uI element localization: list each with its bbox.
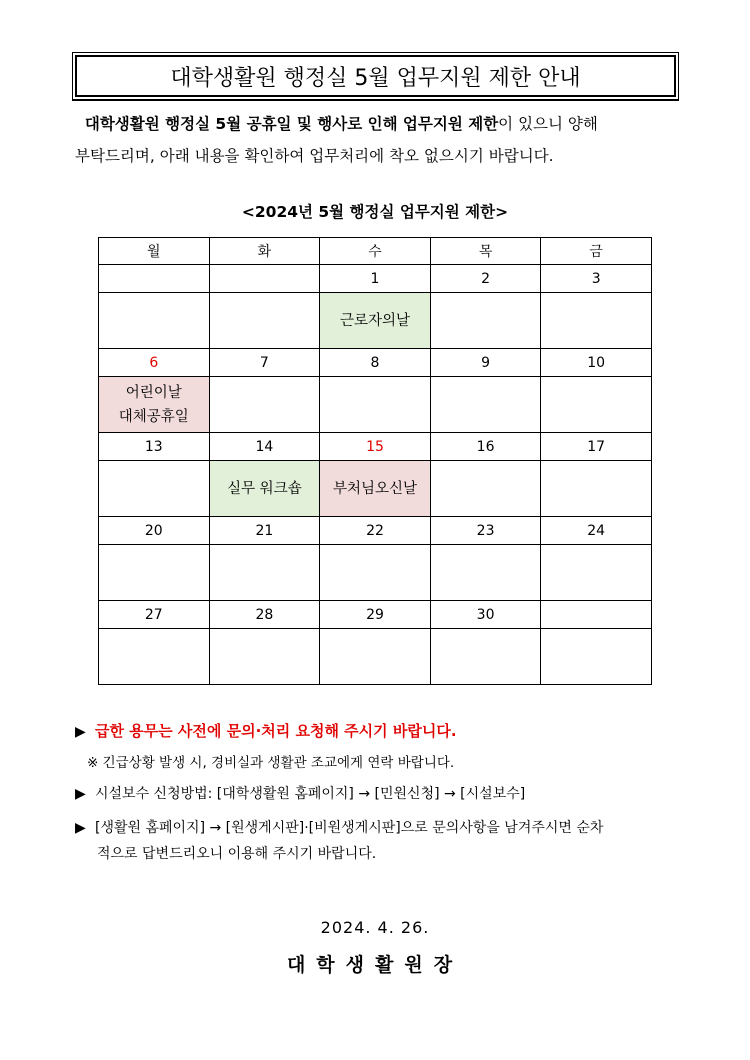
homepage-note [75,817,603,837]
empty-event-cell [541,377,652,433]
weekday-wed: 수 [320,238,431,265]
date-cell-fri: 17 [541,433,652,461]
empty-event-cell [430,461,541,517]
empty-event-cell [320,377,431,433]
empty-event-cell [430,545,541,601]
event-label: 대체공휴일 [118,408,189,425]
empty-event-cell [99,461,210,517]
date-cell-fri: 10 [541,349,652,377]
date-cell-mon [99,265,210,293]
empty-event-cell [541,545,652,601]
weekday-mon: 월 [99,238,210,265]
empty-event-cell [430,293,541,349]
empty-event-cell [99,293,210,349]
event-cell [209,461,320,517]
date-row [99,601,652,629]
intro-line-2: 부탁드리며, 아래 내용을 확인하여 업무처리에 착오 없으시기 바랍니다. [75,147,554,165]
event-row [99,545,652,601]
weekday-thu: 목 [430,238,541,265]
empty-event-cell [209,293,320,349]
event-cell [320,461,431,517]
event-label: 어린이날 [125,384,182,401]
event-row [99,461,652,517]
date-cell-fri: 3 [541,265,652,293]
date-cell-tue [209,265,320,293]
bullet-arrow-icon: ▶ [75,724,86,740]
date-row [99,349,652,377]
facility-text: 시설보수 신청방법: [대학생활원 홈페이지] → [민원신청] → [시설보수] [95,786,526,802]
date-cell-mon: 13 [99,433,210,461]
event-row [99,629,652,685]
date-cell-tue: 28 [209,601,320,629]
event-cell [99,377,210,433]
notice-date: 2024. 4. 26. [320,918,430,937]
event-label: 근로자의날 [339,312,410,329]
signature: 대학생활원장 [286,954,464,976]
empty-event-cell [541,629,652,685]
date-cell-thu: 9 [430,349,541,377]
empty-event-cell [430,629,541,685]
intro-paragraph [75,108,685,172]
date-cell-tue: 14 [209,433,320,461]
date-cell-wed: 8 [320,349,431,377]
date-cell-fri [541,601,652,629]
weekday-header-row [99,238,652,265]
empty-event-cell [541,461,652,517]
empty-event-cell [99,629,210,685]
date-cell-mon: 6 [99,349,210,377]
urgent-note [75,720,457,741]
date-cell-tue: 7 [209,349,320,377]
date-cell-wed: 15 [320,433,431,461]
empty-event-cell [99,545,210,601]
date-cell-wed: 22 [320,517,431,545]
event-row [99,293,652,349]
intro-bold: 대학생활원 행정실 5월 공휴일 및 행사로 인해 업무지원 제한 [84,115,499,133]
weekday-tue: 화 [209,238,320,265]
date-cell-thu: 2 [430,265,541,293]
date-row [99,433,652,461]
date-cell-mon: 27 [99,601,210,629]
calendar-title: <2024년 5월 행정실 업무지원 제한> [241,203,509,221]
empty-event-cell [320,545,431,601]
empty-event-cell [430,377,541,433]
empty-event-cell [209,377,320,433]
date-cell-wed: 1 [320,265,431,293]
empty-event-cell [209,545,320,601]
intro-rest: 이 있으니 양해 [498,115,598,133]
date-cell-tue: 21 [209,517,320,545]
bullet-arrow-icon: ▶ [75,786,86,802]
date-cell-wed: 29 [320,601,431,629]
date-cell-thu: 16 [430,433,541,461]
date-cell-thu: 23 [430,517,541,545]
homepage-text-2: 적으로 답변드리오니 이용해 주시기 바랍니다. [97,846,377,862]
intro-line-1 [75,108,685,140]
urgent-text: 급한 용무는 사전에 문의·처리 요청해 주시기 바랍니다. [95,722,457,740]
event-label: 실무 워크숍 [227,480,302,497]
homepage-text-1: [생활원 홈페이지] → [원생게시판]·[비원생게시판]으로 문의사항을 남겨주시면 순차 [95,820,604,836]
empty-event-cell [320,629,431,685]
event-label: 부처님오신날 [332,480,417,497]
facility-note [75,783,525,803]
notice-title: 대학생활원 행정실 5월 업무지원 제한 안내 [170,65,581,91]
empty-event-cell [209,629,320,685]
calendar-table [98,237,652,685]
notice-title-box [75,55,676,97]
empty-event-cell [541,293,652,349]
emergency-note: ※ 긴급상황 발생 시, 경비실과 생활관 조교에게 연락 바랍니다. [87,755,455,771]
date-row [99,265,652,293]
event-row [99,377,652,433]
date-cell-fri: 24 [541,517,652,545]
date-cell-mon: 20 [99,517,210,545]
bullet-arrow-icon: ▶ [75,820,86,836]
weekday-fri: 금 [541,238,652,265]
date-row [99,517,652,545]
date-cell-thu: 30 [430,601,541,629]
event-cell [320,293,431,349]
